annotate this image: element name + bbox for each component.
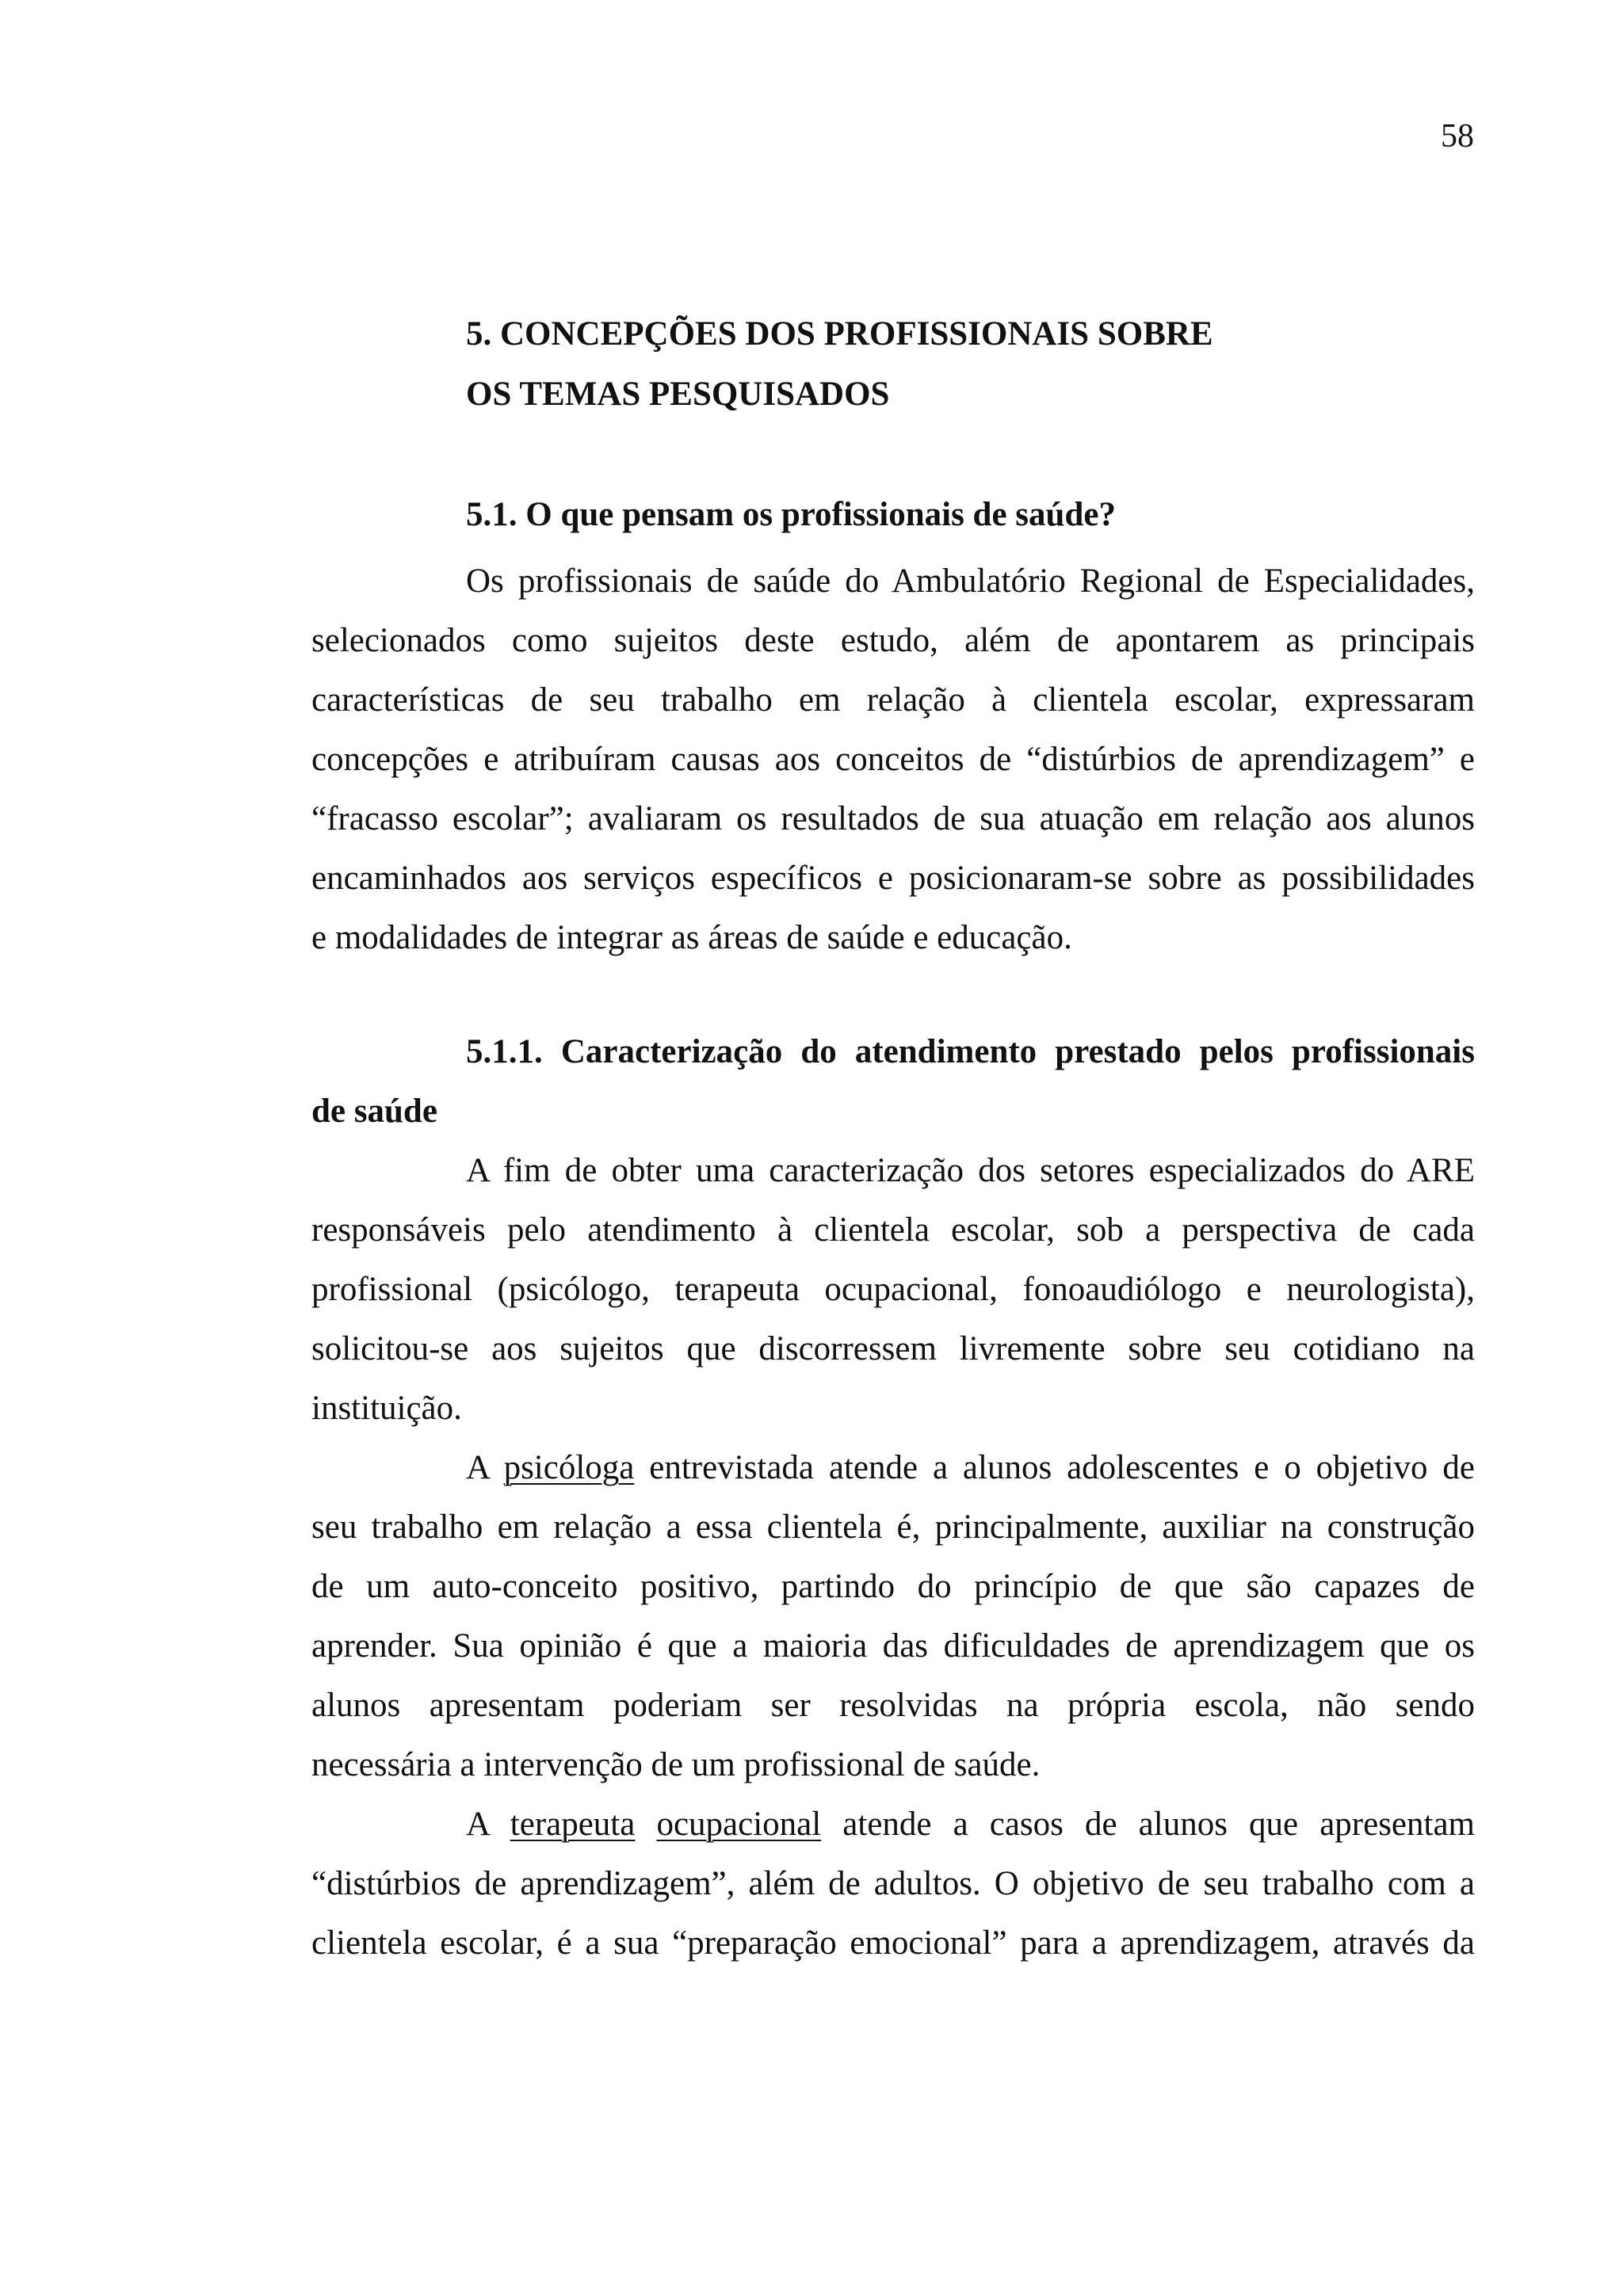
- subsection-title: [311, 1022, 1475, 1141]
- chapter-title-line-1: 5. CONCEPÇÕES DOS PROFISSIONAIS SOBRE: [466, 315, 1213, 353]
- subsection-title-line-1: 5.1.1. Caracterização do atendimento prestado pelos profissionais: [466, 1033, 1475, 1070]
- section-title: 5.1. O que pensam os profissionais de saúde?: [466, 496, 1116, 533]
- paragraph-2: [311, 1141, 1475, 1438]
- paragraph-3-prefix: A: [466, 1449, 504, 1486]
- paragraph-1-line: “fracasso escolar”; avaliaram os resultados de sua atuação em relação aos alunos: [311, 800, 1475, 837]
- paragraph-4-prefix: A: [466, 1806, 510, 1843]
- page-number: 58: [1441, 118, 1474, 154]
- paragraph-3-line: seu trabalho em relação a essa clientela é, principalmente, auxiliar na construção: [311, 1508, 1475, 1546]
- underlined-term-terapeuta: terapeuta: [510, 1806, 636, 1843]
- paragraph-2-line: A fim de obter uma caracterização dos setores especializados do ARE: [466, 1152, 1475, 1189]
- paragraph-3-line: [311, 1438, 1475, 1497]
- chapter-title: [466, 304, 1417, 425]
- paragraph-1-line: Os profissionais de saúde do Ambulatório Regional de Especialidades,: [466, 563, 1475, 600]
- chapter-title-line-2: OS TEMAS PESQUISADOS: [466, 376, 890, 413]
- underlined-term-psicologa: psicóloga: [503, 1449, 635, 1486]
- paragraph-4-line: [311, 1794, 1475, 1854]
- paragraph-3-line: de um auto-conceito positivo, partindo do princípio de que são capazes de: [311, 1568, 1475, 1605]
- subsection-title-line-2: de saúde: [311, 1093, 437, 1130]
- paragraph-3-line: alunos apresentam poderiam ser resolvidas na própria escola, não sendo: [311, 1687, 1475, 1724]
- paragraph-3: [311, 1438, 1475, 1794]
- paragraph-1-line: encaminhados aos serviços específicos e posicionaram-se sobre as possibilidades: [311, 860, 1475, 897]
- paragraph-2-line: responsáveis pelo atendimento à clientela escolar, sob a perspectiva de cada: [311, 1211, 1475, 1249]
- paragraph-4-line: “distúrbios de aprendizagem”, além de adultos. O objetivo de seu trabalho com a: [311, 1865, 1475, 1902]
- paragraph-3-suffix: entrevistada atende a alunos adolescentes e o objetivo de: [634, 1449, 1475, 1486]
- paragraph-3-line: aprender. Sua opinião é que a maioria das dificuldades de aprendizagem que os: [311, 1627, 1475, 1665]
- paragraph-4-space: [635, 1806, 656, 1843]
- paragraph-1-line: selecionados como sujeitos deste estudo, além de apontarem as principais: [311, 622, 1475, 659]
- paragraph-4: [311, 1794, 1475, 1973]
- paragraph-4-suffix: atende a casos de alunos que apresentam: [821, 1806, 1475, 1843]
- paragraph-2-line: profissional (psicólogo, terapeuta ocupacional, fonoaudiólogo e neurologista),: [311, 1271, 1475, 1308]
- paragraph-4-line: clientela escolar, é a sua “preparação emocional” para a aprendizagem, através da: [311, 1924, 1475, 1962]
- paragraph-1-line: concepções e atribuíram causas aos conceitos de “distúrbios de aprendizagem” e: [311, 741, 1475, 778]
- paragraph-1-line: características de seu trabalho em relação à clientela escolar, expressaram: [311, 681, 1475, 719]
- underlined-term-ocupacional: ocupacional: [656, 1806, 822, 1843]
- paragraph-2-line: solicitou-se aos sujeitos que discorressem livremente sobre seu cotidiano na: [311, 1330, 1475, 1367]
- paragraph-3-line: necessária a intervenção de um profissional de saúde.: [311, 1746, 1041, 1783]
- paragraph-1: [311, 551, 1475, 967]
- paragraph-1-line: e modalidades de integrar as áreas de saúde e educação.: [311, 919, 1072, 956]
- paragraph-2-line: instituição.: [311, 1390, 462, 1427]
